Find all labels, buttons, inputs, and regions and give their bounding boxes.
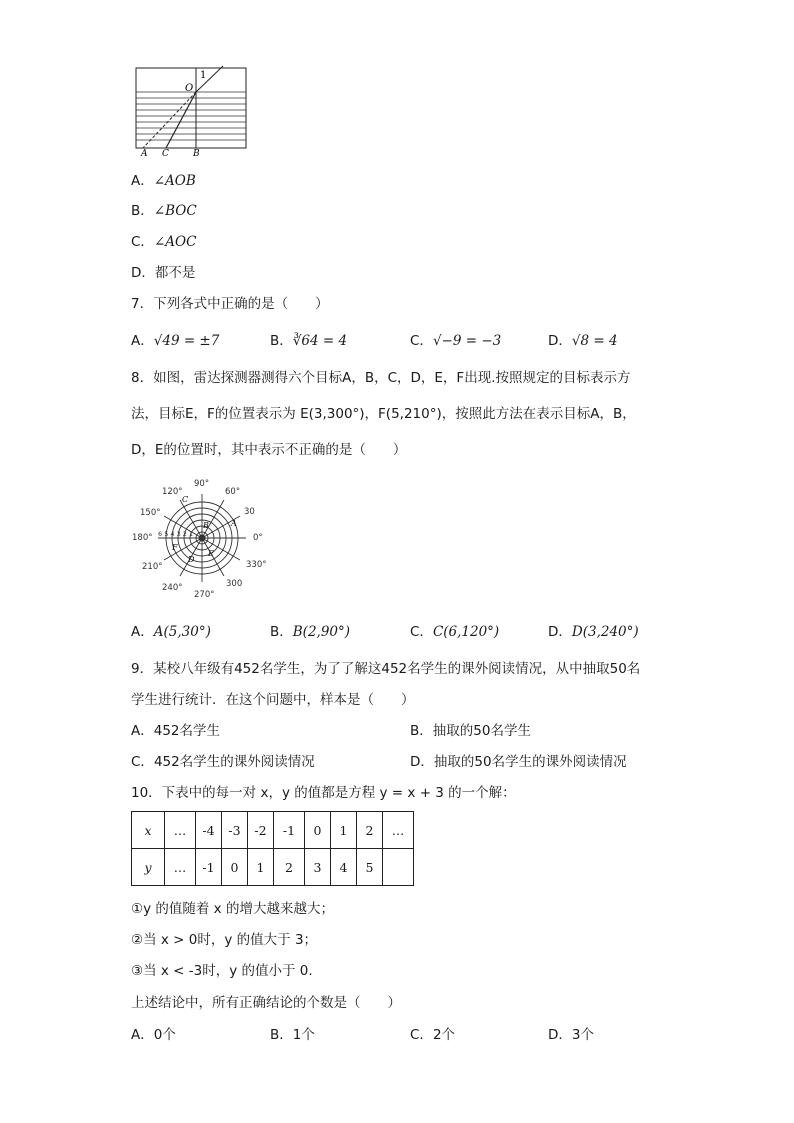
radar-figure (130, 476, 280, 604)
angle-150: 150° (140, 508, 161, 518)
table-cell: 0 (222, 849, 248, 886)
table-cell: 2 (274, 849, 305, 886)
point-c: C (182, 495, 189, 504)
q7-option-c[interactable]: C．√−9 = −3 (410, 333, 502, 349)
table-cell: -3 (222, 812, 248, 849)
label-A: A (141, 149, 148, 158)
angle-60: 60° (225, 487, 241, 497)
table-head-x: x (132, 812, 165, 849)
angle-90: 90° (194, 479, 210, 489)
table-cell: 3 (305, 849, 331, 886)
point-a: A (231, 519, 237, 528)
q8-option-b[interactable]: B．B(2,90°) (270, 624, 351, 640)
q7-option-b[interactable]: B．∛64 = 4 (270, 333, 348, 349)
point-f: F (172, 543, 178, 552)
q8-option-d[interactable]: D．D(3,240°) (548, 624, 639, 640)
point-d: D (188, 555, 195, 564)
table-cell: … (383, 812, 414, 849)
angle-120: 120° (162, 487, 183, 497)
angle-210: 210° (142, 562, 163, 572)
q10-option-d[interactable]: D．3个 (548, 1027, 594, 1043)
angle-270: 270° (194, 590, 215, 600)
q8-stem-line1: 8．如图，雷达探测器测得六个目标A，B，C，D，E，F出现.按照规定的目标表示方 (131, 370, 631, 386)
table-cell: 2 (357, 812, 383, 849)
angle-330: 330° (246, 560, 267, 570)
table-cell: 5 (357, 849, 383, 886)
table-row-y (132, 849, 414, 886)
q8-option-c[interactable]: C．C(6,120°) (410, 624, 500, 640)
q7-option-a[interactable]: A．√49 = ±7 (131, 333, 220, 349)
angle-30: 30 (244, 507, 255, 517)
table-cell: … (165, 849, 196, 886)
label-1: 1 (200, 70, 207, 81)
table-cell: 1 (248, 849, 274, 886)
label-B: B (193, 149, 200, 158)
q10-stem: 10．下表中的每一对 x，y 的值都是方程 y = x + 3 的一个解： (131, 785, 516, 801)
q9-stem-line1: 9．某校八年级有452名学生，为了了解这452名学生的课外阅读情况，从中抽取50名 (131, 661, 641, 677)
q8-option-a[interactable]: A．A(5,30°) (131, 624, 211, 640)
table-head-y: y (132, 849, 165, 886)
q6-option-b[interactable]: B．∠BOC (131, 203, 197, 219)
table-cell: 1 (331, 812, 357, 849)
q7-stem: 7．下列各式中正确的是（ ） (131, 296, 329, 312)
q7-option-d[interactable]: D．√8 = 4 (548, 333, 618, 349)
table-row-x (132, 812, 414, 849)
point-b: B (203, 521, 209, 530)
q10-statement-3: ③当 x < -3时，y 的值小于 0. (131, 963, 313, 979)
q9-stem-line2: 学生进行统计．在这个问题中，样本是（ ） (131, 692, 415, 708)
angle-240: 240° (162, 583, 183, 593)
angle-300: 300 (226, 579, 243, 589)
q9-option-b[interactable]: B．抽取的50名学生 (410, 723, 531, 739)
ring-labels: 6 5 4 3 2 1 (158, 530, 194, 538)
q6-option-c[interactable]: C．∠AOC (131, 234, 197, 250)
table-cell: -2 (248, 812, 274, 849)
q8-stem-line3: D，E的位置时，其中表示不正确的是（ ） (131, 442, 407, 458)
q10-statement-1: ①y 的值随着 x 的增大越来越大； (131, 901, 334, 917)
angle-0: 0° (253, 533, 263, 543)
angle-180: 180° (132, 533, 153, 543)
table-cell: -1 (196, 849, 222, 886)
table-cell: 4 (331, 849, 357, 886)
label-C: C (162, 149, 169, 158)
label-O: O (185, 83, 194, 94)
q6-option-d[interactable]: D．都不是 (131, 265, 196, 281)
q8-stem-line2: 法，目标E，F的位置表示为 E(3,300°)，F(5,210°)，按照此方法在表示目标A，B， (131, 406, 636, 422)
q10-statement-2: ②当 x > 0时，y 的值大于 3； (131, 932, 318, 948)
q10-question: 上述结论中，所有正确结论的个数是（ ） (131, 995, 401, 1011)
q6-option-a[interactable]: A．∠AOB (131, 173, 196, 189)
q9-option-a[interactable]: A．452名学生 (131, 723, 221, 739)
q10-option-a[interactable]: A．0个 (131, 1027, 176, 1043)
q10-option-c[interactable]: C．2个 (410, 1027, 456, 1043)
refraction-figure (133, 63, 251, 158)
table-cell: -1 (274, 812, 305, 849)
q9-option-d[interactable]: D．抽取的50名学生的课外阅读情况 (410, 754, 627, 770)
table-cell: -4 (196, 812, 222, 849)
table-cell: 0 (305, 812, 331, 849)
table-cell: … (165, 812, 196, 849)
q9-option-c[interactable]: C．452名学生的课外阅读情况 (131, 754, 315, 770)
table-cell (383, 849, 414, 886)
q10-value-table (131, 811, 414, 886)
q10-option-b[interactable]: B．1个 (270, 1027, 315, 1043)
point-e: E (208, 549, 214, 558)
